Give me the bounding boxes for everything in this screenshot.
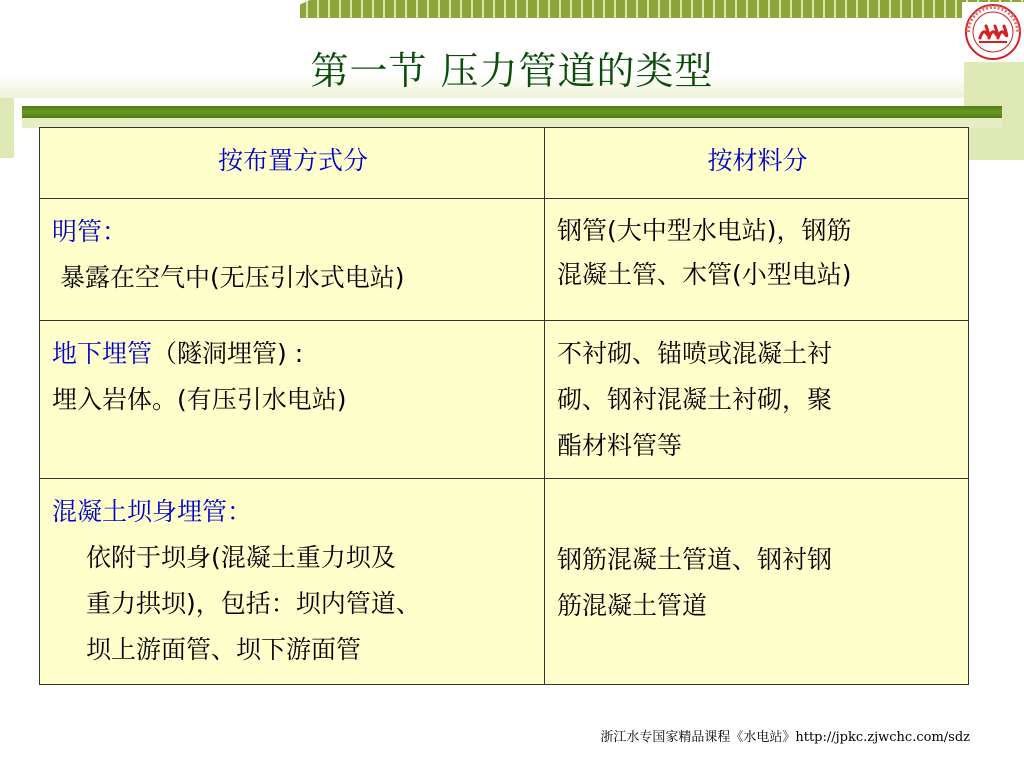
table-row [40, 479, 969, 685]
row-title: 地下埋管 [52, 339, 153, 368]
header-by-material: 按材料分 [545, 128, 969, 199]
cell-exposed-pipe [40, 199, 545, 321]
top-stripe-cover-diagonal [270, 0, 310, 18]
table-row [40, 199, 969, 321]
row-text-line: 重力拱坝)，包括：坝内管道、 [86, 589, 421, 618]
row-text-line: 筋混凝土管道 [557, 590, 708, 620]
row-text-line: 酯材料管等 [557, 431, 683, 460]
cell-dam-body-pipe [40, 479, 545, 685]
course-footer: 浙江水专国家精品课程《水电站》http://jpkc.zjwchc.com/sdz [600, 730, 970, 745]
row-text-line: 混凝土管、木管(小型电站) [557, 260, 852, 289]
cell-underground-material [545, 321, 969, 479]
title-underline-rule [22, 106, 1002, 118]
top-stripe-cover [0, 0, 300, 18]
row-text-line: 砌、钢衬混凝土衬砌，聚 [557, 385, 833, 414]
table-header-row [40, 128, 969, 199]
table-row [40, 321, 969, 479]
slide-title: 第一节 压力管道的类型 [310, 49, 714, 93]
row-text-line: 不衬砌、锚喷或混凝土衬 [557, 339, 833, 368]
cell-dam-body-material [545, 479, 969, 685]
cell-exposed-material [545, 199, 969, 321]
row-title: 混凝土坝身埋管： [52, 497, 253, 526]
row-text-line: 坝上游面管、坝下游面管 [86, 635, 362, 664]
row-title-suffix: （隧洞埋管) : [152, 339, 304, 368]
header-by-layout: 按布置方式分 [40, 128, 545, 199]
row-text-line: 埋入岩体。(有压引水电站) [52, 385, 347, 414]
pipe-type-table [39, 127, 969, 685]
row-title-line [52, 331, 534, 377]
row-text-line: 钢管(大中型水电站)，钢筋 [557, 216, 852, 245]
row-text-line: 钢筋混凝土管道、钢衬钢 [557, 544, 833, 574]
cell-underground-pipe [40, 321, 545, 479]
left-decor-band [0, 98, 14, 158]
row-text-line: 暴露在空气中(无压引水式电站) [52, 263, 405, 292]
row-title: 明管： [52, 217, 128, 246]
row-text-line: 依附于坝身(混凝土重力坝及 [86, 543, 396, 572]
